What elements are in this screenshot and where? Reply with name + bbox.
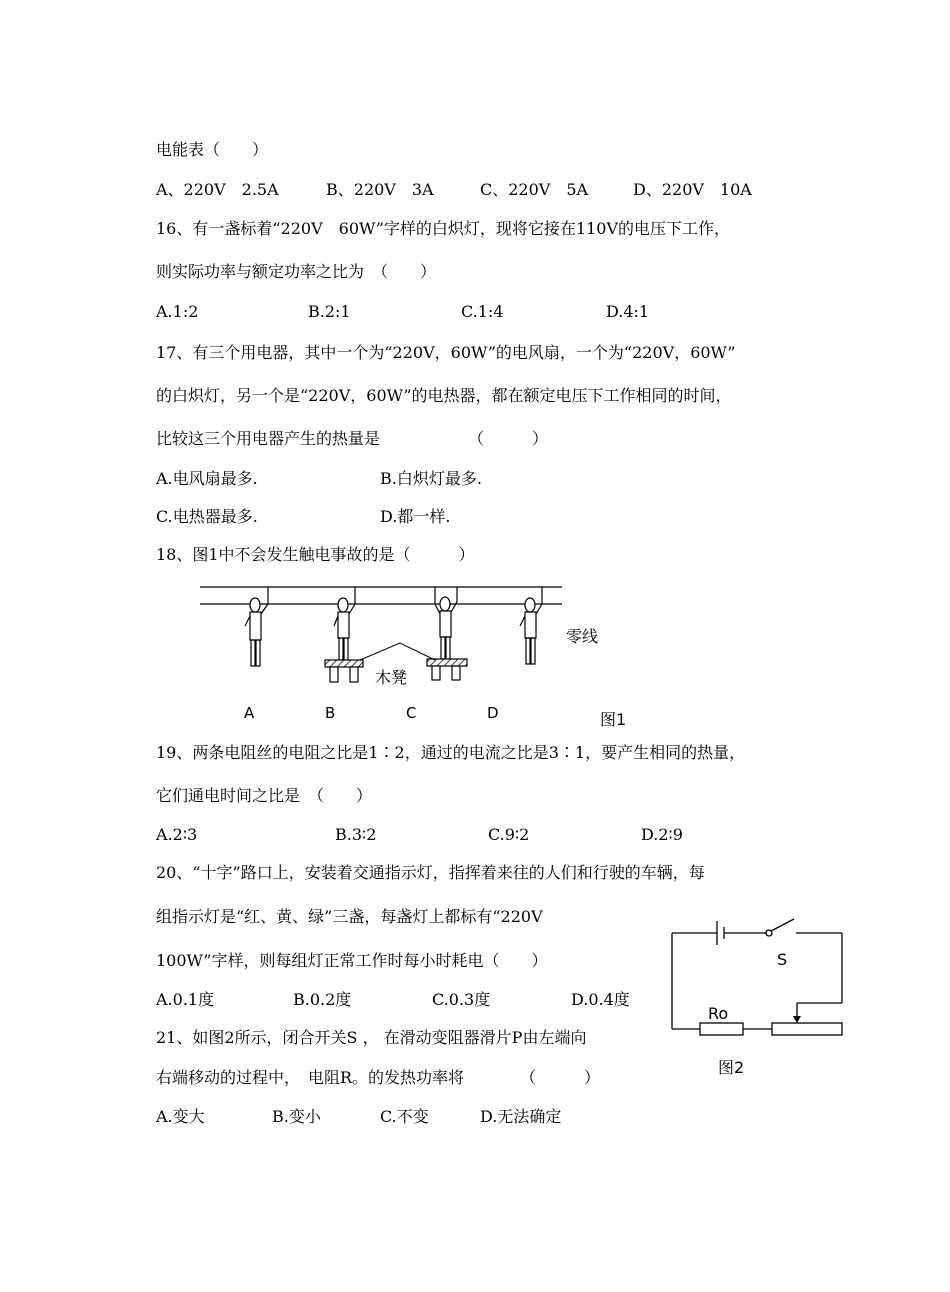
person-label-a: A bbox=[244, 704, 255, 722]
q19-option-c: C.9∶2 bbox=[488, 825, 530, 844]
q21-option-c: C.不变 bbox=[380, 1107, 429, 1126]
q20-option-a: A.0.1度 bbox=[156, 990, 215, 1009]
figure-1-electric-shock-diagram bbox=[190, 580, 650, 730]
slider-p-arrow bbox=[793, 1016, 801, 1023]
neutral-wire-label: 零线 bbox=[566, 627, 599, 646]
person-label-b: B bbox=[325, 704, 336, 722]
q17-option-c: C.电热器最多. bbox=[156, 507, 258, 526]
figure-2-caption: 图2 bbox=[718, 1058, 745, 1077]
q20-option-d: D.0.4度 bbox=[571, 990, 630, 1009]
person-label-c: C bbox=[406, 704, 417, 722]
rheostat bbox=[772, 1023, 842, 1035]
bench-c bbox=[427, 659, 467, 680]
q16-option-d: D.4:1 bbox=[606, 302, 650, 321]
q21-line1: 21、如图2所示，闭合开关S ， 在滑动变阻器滑片P由左端向 bbox=[156, 1028, 587, 1047]
q19-option-a: A.2∶3 bbox=[156, 825, 198, 844]
q16-option-a: A.1:2 bbox=[156, 302, 199, 321]
figure-2-circuit-diagram bbox=[660, 915, 860, 1090]
bench-label: 木凳 bbox=[375, 668, 408, 687]
q15-option-c: C、220V 5A bbox=[480, 180, 589, 199]
q17-line2: 的白炽灯，另一个是“220V，60W”的电热器，都在额定电压下工作相同的时间， bbox=[156, 386, 732, 405]
q21-line2: 右端移动的过程中， 电阻R。的发热功率将 （ ） bbox=[156, 1068, 601, 1087]
q16-option-b: B.2:1 bbox=[308, 302, 351, 321]
resistor-label: Ro bbox=[708, 1004, 729, 1023]
figure-1-caption: 图1 bbox=[600, 710, 627, 729]
person-label-d: D bbox=[487, 704, 499, 722]
person-d-figure bbox=[520, 587, 542, 664]
q17-option-a: A.电风扇最多. bbox=[156, 469, 258, 488]
q19-option-d: D.2∶9 bbox=[641, 825, 683, 844]
q16-option-c: C.1:4 bbox=[461, 302, 504, 321]
bench-label-pointer bbox=[360, 643, 435, 660]
q17-line3: 比较这三个用电器产生的热量是 （ ） bbox=[156, 429, 549, 448]
q15-option-d: D、220V 10A bbox=[633, 180, 752, 199]
q17-option-b: B.白炽灯最多. bbox=[380, 469, 482, 488]
person-a-figure bbox=[245, 587, 268, 666]
q20-line3: 100W”字样，则每组灯正常工作时每小时耗电（ ） bbox=[156, 951, 548, 970]
q19-option-b: B.3∶2 bbox=[335, 825, 377, 844]
q17-line1: 17、有三个用电器，其中一个为“220V，60W”的电风扇，一个为“220V，60W” bbox=[156, 343, 736, 362]
q16-line2: 则实际功率与额定功率之比为 （ ） bbox=[156, 262, 437, 281]
q19-line1: 19、两条电阻丝的电阻之比是1∶2，通过的电流之比是3∶1，要产生相同的热量， bbox=[156, 743, 746, 762]
q19-line2: 它们通电时间之比是 （ ） bbox=[156, 786, 373, 805]
q17-option-d: D.都一样. bbox=[380, 507, 451, 526]
q21-option-a: A.变大 bbox=[156, 1107, 205, 1126]
q21-option-d: D.无法确定 bbox=[480, 1107, 562, 1126]
q20-option-b: B.0.2度 bbox=[293, 990, 352, 1009]
q15-option-a: A、220V 2.5A bbox=[156, 180, 279, 199]
q20-line2: 组指示灯是“红、黄、绿”三盏，每盏灯上都标有“220V bbox=[156, 907, 543, 926]
q20-option-c: C.0.3度 bbox=[432, 990, 491, 1009]
q15-option-b: B、220V 3A bbox=[326, 180, 434, 199]
q18-line1: 18、图1中不会发生触电事故的是（ ） bbox=[156, 545, 475, 564]
resistor-ro bbox=[700, 1023, 743, 1035]
person-b-figure bbox=[334, 587, 355, 660]
switch-lever bbox=[771, 919, 794, 931]
q20-line1: 20、“十字”路口上，安装着交通指示灯，指挥着来往的人们和行驶的车辆，每 bbox=[156, 863, 705, 882]
switch-label: S bbox=[777, 950, 788, 969]
q15-stem-tail: 电能表（ ） bbox=[156, 140, 269, 159]
q21-option-b: B.变小 bbox=[272, 1107, 321, 1126]
q16-line1: 16、有一盏标着“220V 60W”字样的白炽灯，现将它接在110V的电压下工作， bbox=[156, 219, 731, 238]
bench-b bbox=[325, 660, 363, 682]
person-c-figure bbox=[435, 587, 457, 659]
